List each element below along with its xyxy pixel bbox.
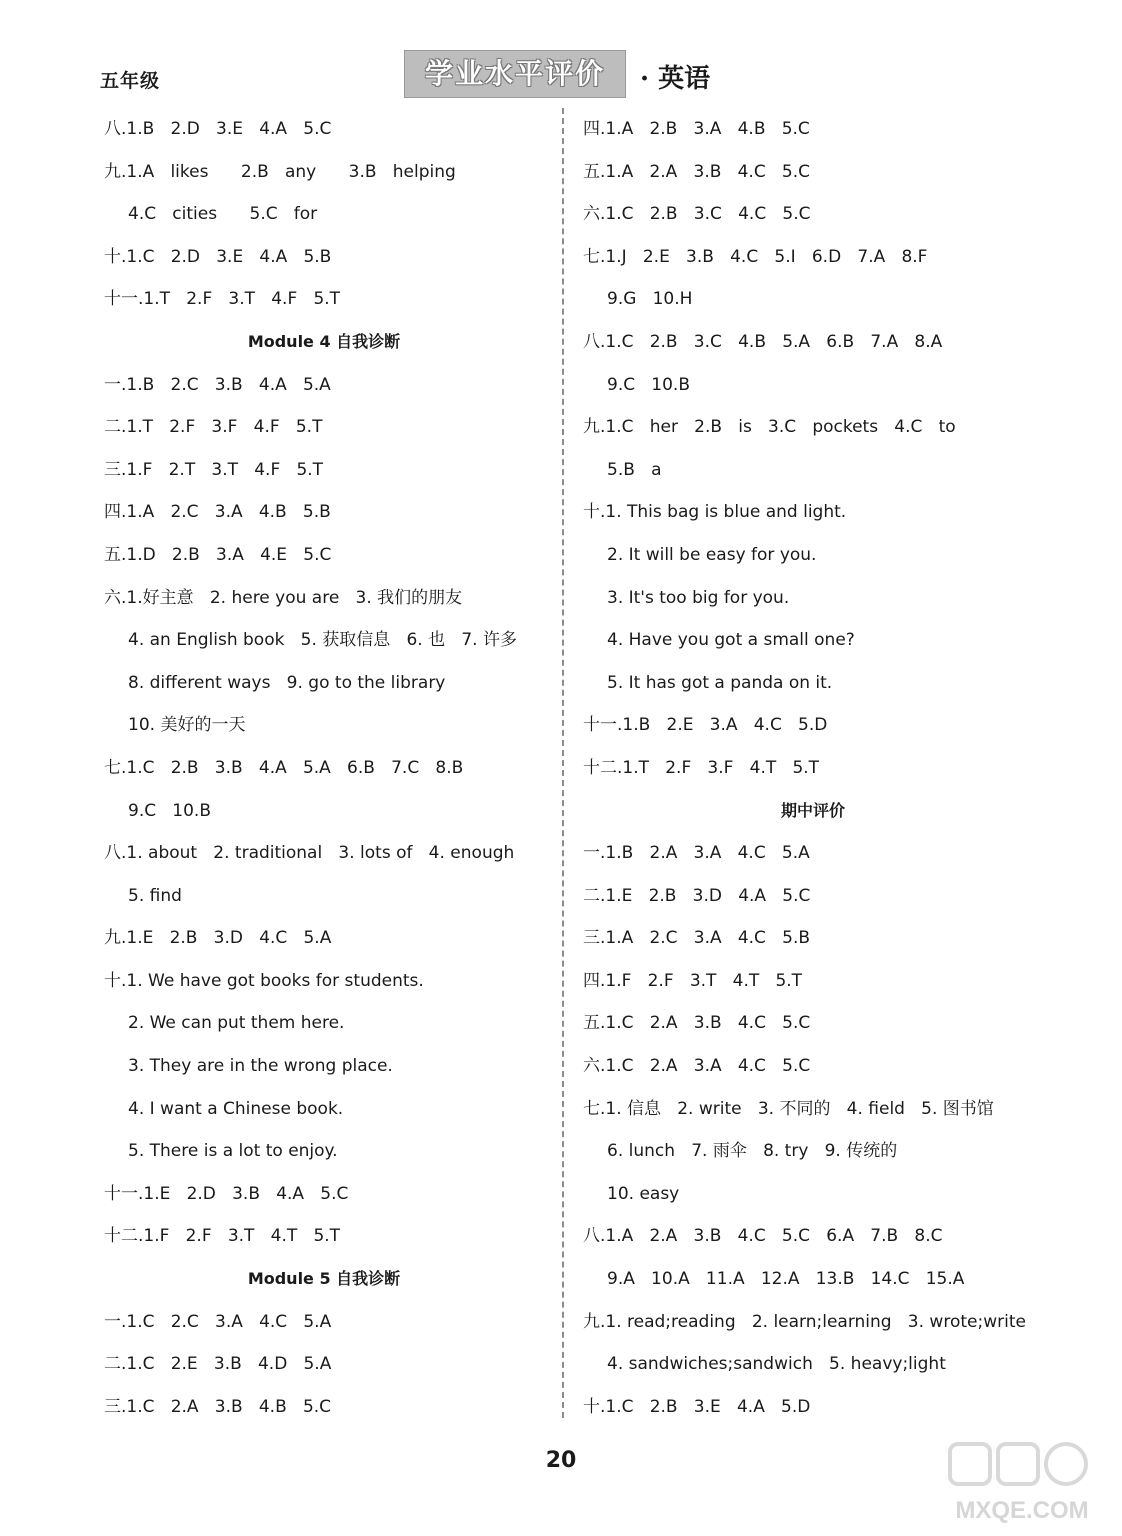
answer-line: 三.1.F 2.T 3.T 4.F 5.T	[104, 459, 324, 480]
answer-line: 六.1.C 2.A 3.A 4.C 5.C	[583, 1056, 811, 1077]
answer-line: 4. sandwiches;sandwich 5. heavy;light	[607, 1354, 946, 1375]
answer-line: 三.1.A 2.C 3.A 4.C 5.B	[583, 928, 811, 949]
answer-line: 2. It will be easy for you.	[607, 544, 817, 565]
answer-line: 3. It's too big for you.	[607, 587, 790, 608]
answer-line: 5.B a	[607, 459, 662, 480]
answer-line: 4. I want a Chinese book.	[128, 1098, 344, 1119]
section-heading: Module 5 自我诊断	[247, 1269, 401, 1289]
answer-line: 一.1.B 2.C 3.B 4.A 5.A	[104, 374, 331, 395]
answer-line: 5. There is a lot to enjoy.	[128, 1141, 338, 1162]
answer-line: 九.1.C her 2.B is 3.C pockets 4.C to	[583, 417, 956, 438]
answer-line: 10. 美好的一天	[128, 715, 246, 736]
answer-line: 十一.1.B 2.E 3.A 4.C 5.D	[583, 715, 828, 736]
right-column	[583, 108, 1043, 1428]
watermark-emblem-icon	[950, 1444, 1086, 1484]
answer-line: 四.1.A 2.B 3.A 4.B 5.C	[583, 119, 810, 139]
answer-line: 2. We can put them here.	[128, 1013, 345, 1034]
answer-line: 八.1.C 2.B 3.C 4.B 5.A 6.B 7.A 8.A	[583, 331, 943, 352]
answer-line: 4. an English book 5. 获取信息 6. 也 7. 许多	[128, 630, 517, 651]
grade-label: 五年级	[100, 70, 161, 92]
answer-line: 一.1.C 2.C 3.A 4.C 5.A	[104, 1311, 332, 1332]
section-heading: Module 4 自我诊断	[247, 331, 401, 351]
answer-line: 6. lunch 7. 雨伞 8. try 9. 传统的	[607, 1141, 898, 1162]
answer-line: 十二.1.T 2.F 3.F 4.T 5.T	[583, 757, 820, 778]
answer-line: 十一.1.E 2.D 3.B 4.A 5.C	[104, 1183, 349, 1204]
answer-line: 二.1.C 2.E 3.B 4.D 5.A	[104, 1354, 332, 1375]
answer-line: 七.1.J 2.E 3.B 4.C 5.I 6.D 7.A 8.F	[583, 246, 928, 267]
subject-label: · 英语	[640, 64, 711, 94]
answer-line: 二.1.E 2.B 3.D 4.A 5.C	[583, 885, 811, 906]
answer-line: 三.1.C 2.A 3.B 4.B 5.C	[104, 1396, 332, 1417]
page-number: 20	[545, 1448, 577, 1473]
answer-line: 十二.1.F 2.F 3.T 4.T 5.T	[104, 1226, 341, 1247]
answer-line: 九.1.A likes 2.B any 3.B helping	[104, 161, 456, 182]
left-column	[104, 108, 544, 1428]
answer-line: 10. easy	[607, 1183, 680, 1204]
answer-line: 5. find	[128, 885, 182, 906]
answer-line: 十一.1.T 2.F 3.T 4.F 5.T	[104, 289, 341, 310]
header-title: 学业水平评价	[404, 50, 626, 98]
answer-line: 五.1.C 2.A 3.B 4.C 5.C	[583, 1013, 811, 1034]
answer-line: 十.1. This bag is blue and light.	[583, 502, 847, 523]
answer-line: 八.1. about 2. traditional 3. lots of 4. enough	[104, 843, 515, 864]
answer-line: 9.C 10.B	[128, 800, 211, 821]
answer-line: 六.1.好主意 2. here you are 3. 我们的朋友	[104, 587, 463, 608]
answer-line: 九.1. read;reading 2. learn;learning 3. wrote;write	[583, 1311, 1026, 1332]
answer-line: 8. different ways 9. go to the library	[128, 672, 446, 693]
section-heading: 期中评价	[780, 800, 845, 820]
answer-line: 9.C 10.B	[607, 374, 690, 395]
answer-line: 9.A 10.A 11.A 12.A 13.B 14.C 15.A	[607, 1269, 965, 1290]
answer-line: 3. They are in the wrong place.	[128, 1056, 393, 1077]
answer-line: 七.1.C 2.B 3.B 4.A 5.A 6.B 7.C 8.B	[104, 757, 464, 778]
answer-line: 四.1.A 2.C 3.A 4.B 5.B	[104, 502, 331, 523]
answer-line: 4. Have you got a small one?	[607, 630, 855, 651]
answer-line: 四.1.F 2.F 3.T 4.T 5.T	[583, 970, 803, 991]
answer-line: 九.1.E 2.B 3.D 4.C 5.A	[104, 928, 332, 949]
answer-line: 七.1. 信息 2. write 3. 不同的 4. field 5. 图书馆	[583, 1098, 994, 1119]
answer-line: 5. It has got a panda on it.	[607, 672, 833, 693]
answer-line: 六.1.C 2.B 3.C 4.C 5.C	[583, 204, 811, 225]
answer-line: 八.1.A 2.A 3.B 4.C 5.C 6.A 7.B 8.C	[583, 1226, 943, 1247]
answer-line: 十.1. We have got books for students.	[104, 970, 424, 991]
watermark-logo	[942, 1438, 1102, 1528]
answer-line: 一.1.B 2.A 3.A 4.C 5.A	[583, 843, 810, 864]
answer-line: 五.1.A 2.A 3.B 4.C 5.C	[583, 161, 811, 182]
answer-line: 十.1.C 2.D 3.E 4.A 5.B	[104, 246, 332, 267]
column-divider	[562, 108, 564, 1418]
answer-line: 十.1.C 2.B 3.E 4.A 5.D	[583, 1396, 811, 1417]
answer-line: 4.C cities 5.C for	[128, 204, 318, 225]
watermark-url: MXQE.COM	[955, 1497, 1089, 1524]
answer-line: 八.1.B 2.D 3.E 4.A 5.C	[104, 119, 332, 139]
answer-line: 二.1.T 2.F 3.F 4.F 5.T	[104, 417, 323, 438]
answer-line: 9.G 10.H	[607, 289, 693, 310]
answer-line: 五.1.D 2.B 3.A 4.E 5.C	[104, 544, 332, 565]
